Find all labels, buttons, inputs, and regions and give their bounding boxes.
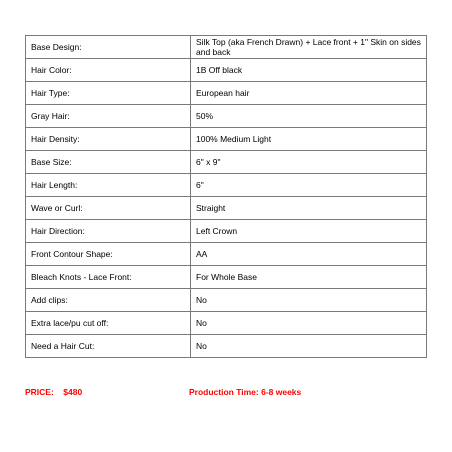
- spec-label: Wave or Curl:: [26, 197, 191, 220]
- table-row: [26, 174, 427, 197]
- spec-label: Hair Density:: [26, 128, 191, 151]
- production-time: Production Time: 6-8 weeks: [189, 387, 302, 397]
- table-row: [26, 128, 427, 151]
- spec-label: Gray Hair:: [26, 105, 191, 128]
- price-line: [25, 387, 82, 397]
- table-row: [26, 105, 427, 128]
- spec-label: Add clips:: [26, 289, 191, 312]
- table-row: [26, 266, 427, 289]
- table-row: [26, 197, 427, 220]
- spec-label: Extra lace/pu cut off:: [26, 312, 191, 335]
- spec-table-body: [26, 36, 427, 358]
- spec-value: 1B Off black: [191, 59, 427, 82]
- table-row: [26, 312, 427, 335]
- spec-value: 100% Medium Light: [191, 128, 427, 151]
- table-row: [26, 243, 427, 266]
- spec-value: 6" x 9": [191, 151, 427, 174]
- spec-table: [25, 35, 427, 358]
- spec-value: No: [191, 335, 427, 358]
- spec-value: No: [191, 289, 427, 312]
- table-row: [26, 151, 427, 174]
- spec-label: Hair Direction:: [26, 220, 191, 243]
- table-row: [26, 36, 427, 59]
- spec-value: AA: [191, 243, 427, 266]
- spec-value: No: [191, 312, 427, 335]
- spec-label: Need a Hair Cut:: [26, 335, 191, 358]
- spec-value: 50%: [191, 105, 427, 128]
- spec-label: Hair Type:: [26, 82, 191, 105]
- spec-label: Bleach Knots - Lace Front:: [26, 266, 191, 289]
- price-value: $480: [63, 387, 83, 397]
- spec-value: Left Crown: [191, 220, 427, 243]
- spec-label: Base Size:: [26, 151, 191, 174]
- spec-label: Front Contour Shape:: [26, 243, 191, 266]
- spec-label: Base Design:: [26, 36, 191, 59]
- table-row: [26, 82, 427, 105]
- spec-value: For Whole Base: [191, 266, 427, 289]
- spec-value: Straight: [191, 197, 427, 220]
- spec-label: Hair Color:: [26, 59, 191, 82]
- price-label: PRICE:: [25, 387, 54, 397]
- spec-label: Hair Length:: [26, 174, 191, 197]
- table-row: [26, 220, 427, 243]
- table-row: [26, 289, 427, 312]
- table-row: [26, 59, 427, 82]
- spec-value: European hair: [191, 82, 427, 105]
- spec-value: 6": [191, 174, 427, 197]
- spec-value: Silk Top (aka French Drawn) + Lace front + 1" Skin on sides and back: [191, 36, 427, 59]
- table-row: [26, 335, 427, 358]
